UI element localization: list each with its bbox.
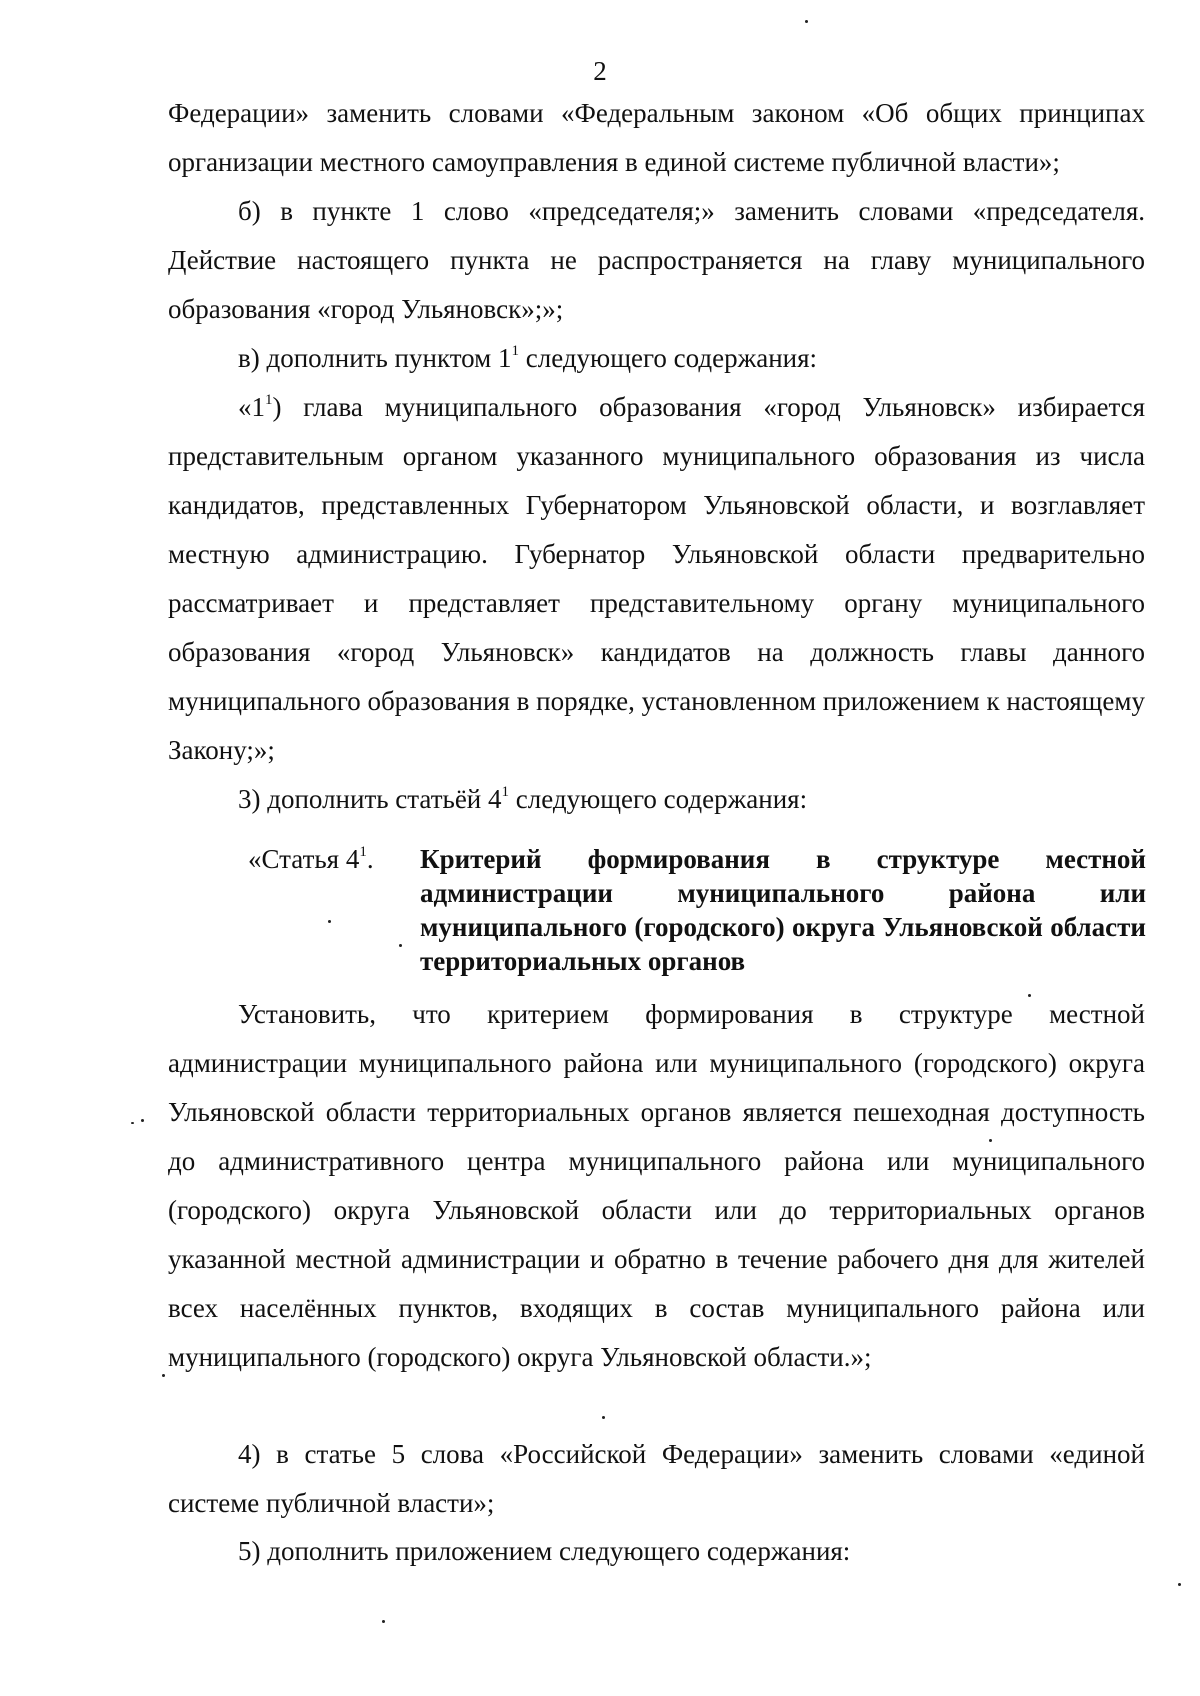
article-title: Критерий формирования в структуре местной администрации муниципального района или муниципального (городского) округа Ульяновской области территориальных органов (420, 844, 1146, 976)
scan-speck (141, 1119, 144, 1122)
head-quote-start: «1 (238, 392, 265, 422)
article-label-end: . (366, 844, 374, 874)
scan-speck (602, 1416, 605, 1419)
scan-speck (1178, 1583, 1181, 1586)
scan-speck (399, 944, 402, 947)
item-v-text: в) дополнить пунктом 1 (238, 343, 512, 373)
page-number: 2 (593, 56, 607, 86)
article-label-superscript: 1 (359, 844, 367, 860)
head-superscript: 1 (265, 392, 273, 408)
item-v-text-end: следующего содержания: (525, 343, 818, 373)
article-label-text: «Статья 4 (248, 844, 360, 874)
scan-speck (805, 20, 808, 23)
paragraph-federal-law-replacement: Федерации» заменить словами «Федеральным законом «Об общих принципах организации местного самоуправления в единой системе публичной власти»; (168, 98, 1145, 177)
scan-speck (1028, 994, 1031, 997)
paragraph-item-3 (168, 775, 1145, 824)
item-3-text: 3) дополнить статьёй 4 (238, 784, 502, 814)
scan-speck (989, 1139, 992, 1142)
paragraph-item-v (168, 334, 1145, 383)
paragraph-criterion: Установить, что критерием формирования в структуре местной администрации муниципального района или муниципального (городского) округа Ульяновской области территориальных органов является пешеходная доступность до административного центра муниципального района или муниципального (городского) округа Ульяновской области или до территориальных органов указанной местной администрации и обратно в течение рабочего дня для жителей всех населённых пунктов, входящих в состав муниципального района или муниципального (городского) округа Ульяновской области.»; (168, 999, 1145, 1372)
item-3-text-end: следующего содержания: (515, 784, 808, 814)
scan-speck (382, 1620, 385, 1623)
head-text: ) глава муниципального образования «город Ульяновск» избирается представительным органом указанного муниципального образования из числа кандидатов, представленных Губернатором Ульяновской области, и возглавляет местную администрацию. Губернатор Ульяновской области предварительно рассматривает и представляет представительному органу муниципального образования «город Ульяновск» кандидатов на должность главы данного муниципального образования в порядке, установленном приложением к настоящему Закону;»; (168, 392, 1145, 765)
scan-speck (131, 1122, 134, 1124)
paragraph-item-b: б) в пункте 1 слово «председателя;» заменить словами «председателя. Действие настоящего пункта не распространяется на главу муниципального образования «город Ульяновск»;»; (168, 196, 1145, 324)
scan-speck (162, 1374, 165, 1377)
item-v-superscript: 1 (511, 343, 519, 359)
paragraph-item-4: 4) в статье 5 слова «Российской Федерации» заменить словами «единой системе публичной власти»; (168, 1439, 1145, 1518)
article-label (248, 842, 374, 876)
scan-speck (328, 920, 331, 923)
paragraph-head-of-municipality (168, 383, 1145, 775)
paragraph-item-5: 5) дополнить приложением следующего содержания: (238, 1536, 851, 1566)
item-3-superscript: 1 (501, 784, 510, 800)
